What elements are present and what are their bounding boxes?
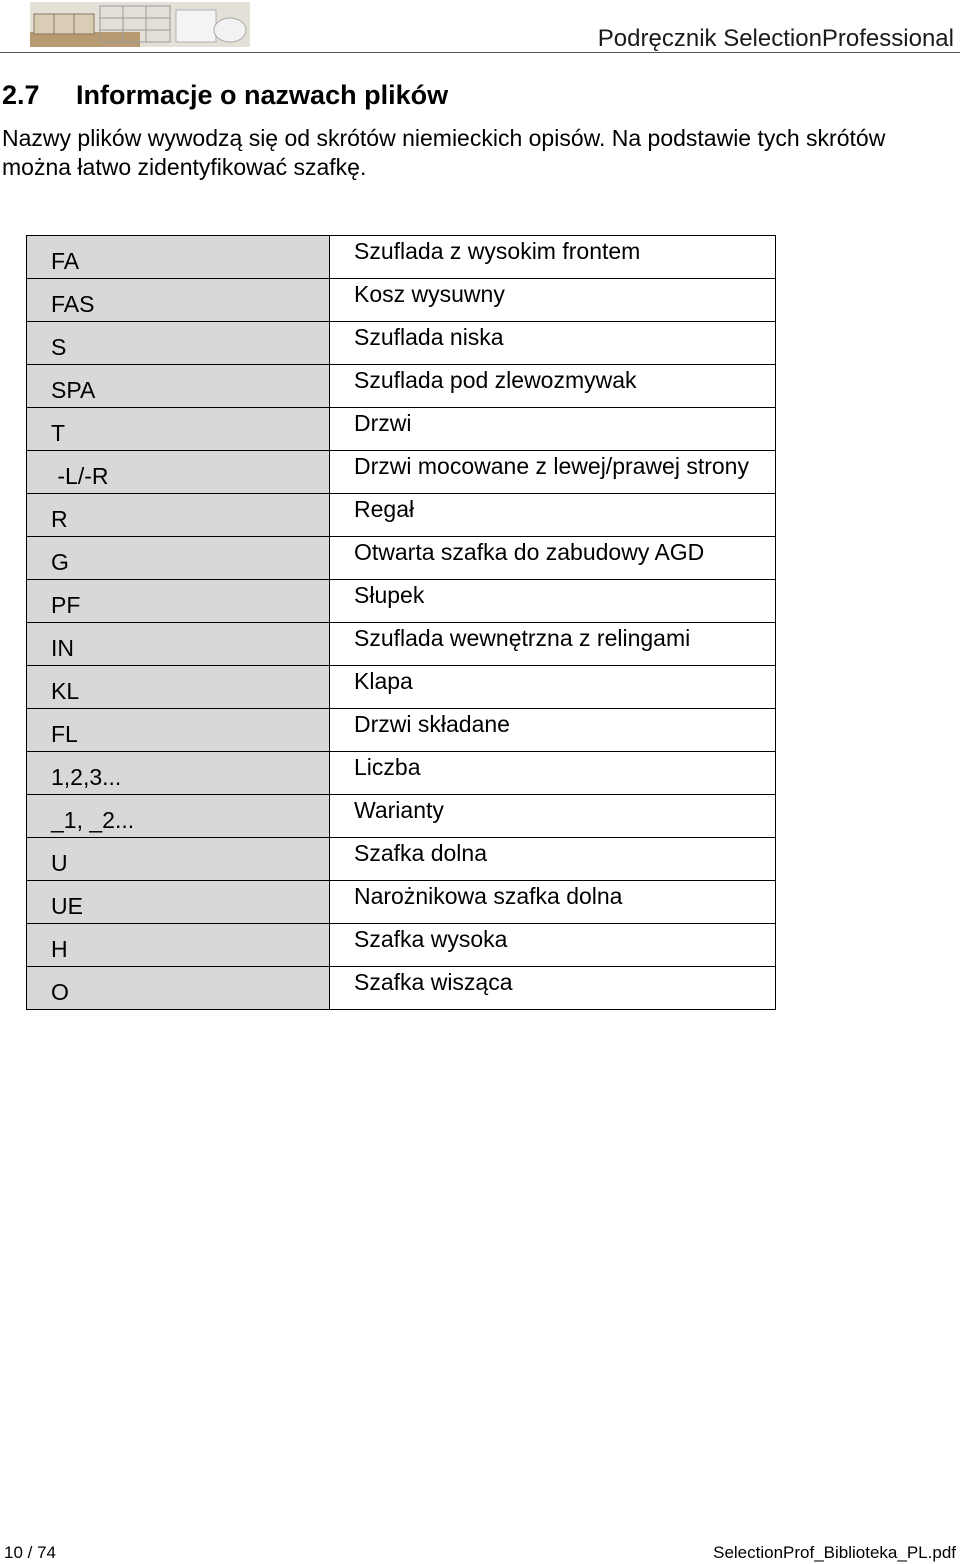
abbreviation-description: Szuflada pod zlewozmywak	[330, 365, 776, 408]
table-row	[27, 322, 776, 365]
abbreviation-code: H	[27, 924, 330, 967]
abbreviation-code: G	[27, 537, 330, 580]
header-divider	[0, 52, 960, 53]
abbreviation-description: Drzwi składane	[330, 709, 776, 752]
intro-paragraph	[2, 124, 958, 182]
table-row	[27, 279, 776, 322]
page-number: 10 / 74	[4, 1543, 56, 1562]
abbreviation-code: -L/-R	[27, 451, 330, 494]
table-row	[27, 236, 776, 279]
intro-line: Nazwy plików wywodzą się od skrótów niemieckich opisów. Na podstawie tych skrótów	[2, 125, 886, 151]
intro-line: można łatwo zidentyfikować szafkę.	[2, 154, 367, 180]
abbreviation-table-body	[27, 236, 776, 1010]
abbreviation-code: PF	[27, 580, 330, 623]
abbreviation-description: Narożnikowa szafka dolna	[330, 881, 776, 924]
abbreviation-code: S	[27, 322, 330, 365]
abbreviation-code: UE	[27, 881, 330, 924]
abbreviation-description: Szuflada niska	[330, 322, 776, 365]
abbreviation-description: Słupek	[330, 580, 776, 623]
abbreviation-code: SPA	[27, 365, 330, 408]
abbreviation-code: R	[27, 494, 330, 537]
table-row	[27, 752, 776, 795]
abbreviation-code: FAS	[27, 279, 330, 322]
abbreviation-description: Drzwi	[330, 408, 776, 451]
table-row	[27, 623, 776, 666]
abbreviation-code: 1,2,3...	[27, 752, 330, 795]
header-logo-image	[30, 2, 250, 47]
abbreviation-description: Drzwi mocowane z lewej/prawej strony	[330, 451, 776, 494]
table-row	[27, 494, 776, 537]
abbreviation-code: T	[27, 408, 330, 451]
table-row	[27, 537, 776, 580]
abbreviation-description: Szuflada z wysokim frontem	[330, 236, 776, 279]
table-row	[27, 709, 776, 752]
table-row	[27, 451, 776, 494]
abbreviation-code: FL	[27, 709, 330, 752]
abbreviation-description: Kosz wysuwny	[330, 279, 776, 322]
table-row	[27, 838, 776, 881]
abbreviation-code: O	[27, 967, 330, 1010]
table-row	[27, 881, 776, 924]
section-title: Informacje o nazwach plików	[76, 80, 449, 110]
abbreviation-code: _1, _2...	[27, 795, 330, 838]
document-title: Podręcznik SelectionProfessional	[597, 25, 954, 52]
abbreviation-description: Otwarta szafka do zabudowy AGD	[330, 537, 776, 580]
abbreviation-description: Szuflada wewnętrzna z relingami	[330, 623, 776, 666]
abbreviation-table	[26, 235, 776, 1010]
kitchen-illustration-icon	[30, 2, 250, 47]
table-row	[27, 924, 776, 967]
section-number: 2.7	[2, 80, 40, 110]
section-heading	[2, 80, 448, 111]
abbreviation-description: Szafka wisząca	[330, 967, 776, 1010]
abbreviation-code: FA	[27, 236, 330, 279]
abbreviation-description: Warianty	[330, 795, 776, 838]
abbreviation-description: Szafka wysoka	[330, 924, 776, 967]
table-row	[27, 795, 776, 838]
abbreviation-description: Klapa	[330, 666, 776, 709]
file-name: SelectionProf_Biblioteka_PL.pdf	[713, 1543, 956, 1562]
abbreviation-code: U	[27, 838, 330, 881]
abbreviation-description: Szafka dolna	[330, 838, 776, 881]
abbreviation-description: Liczba	[330, 752, 776, 795]
abbreviation-code: KL	[27, 666, 330, 709]
table-row	[27, 408, 776, 451]
abbreviation-code: IN	[27, 623, 330, 666]
table-row	[27, 365, 776, 408]
table-row	[27, 666, 776, 709]
table-row	[27, 967, 776, 1010]
table-row	[27, 580, 776, 623]
abbreviation-description: Regał	[330, 494, 776, 537]
